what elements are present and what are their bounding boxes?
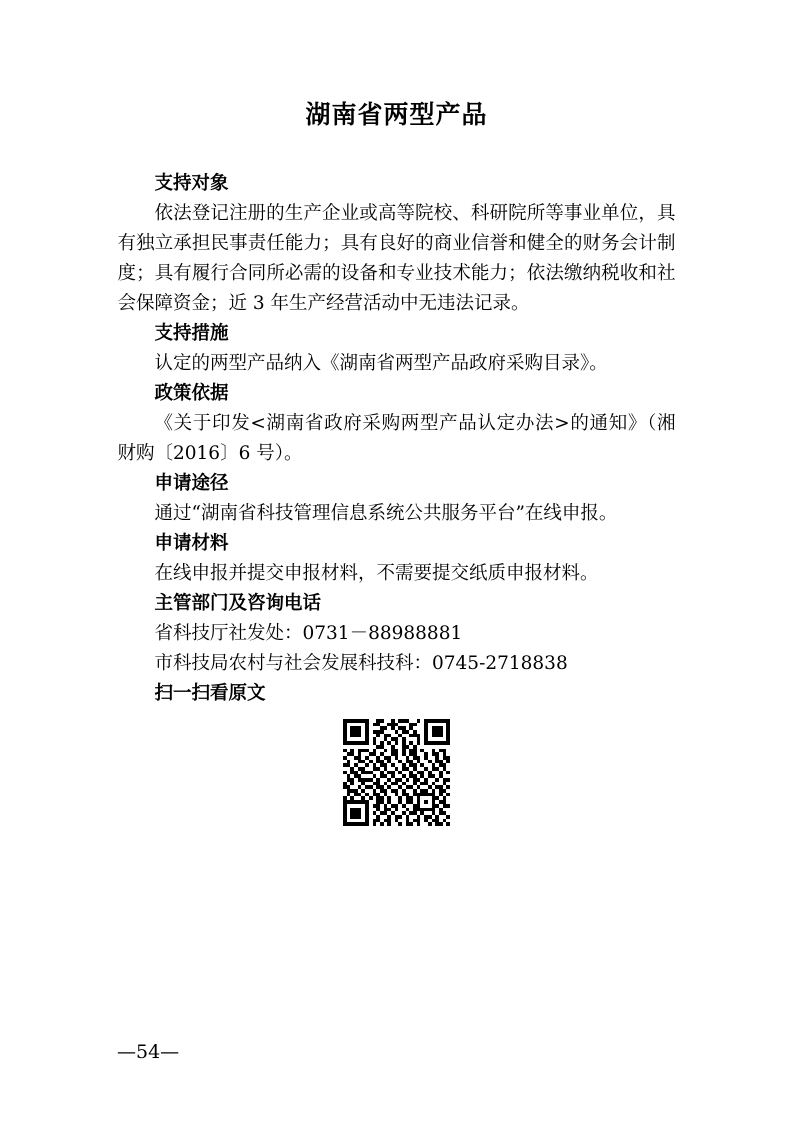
document-body	[118, 169, 676, 826]
section-heading-support-target: 支持对象	[154, 173, 229, 194]
paragraph-application-channel: 通过“湖南省科技管理信息系统公共服务平台”在线申报。	[154, 503, 618, 524]
qr-code-container	[118, 709, 676, 826]
page-title: 湖南省两型产品	[305, 100, 488, 129]
section-heading-application-channel: 申请途径	[154, 473, 229, 494]
page-number: —54—	[117, 1041, 180, 1063]
paragraph-support-measures: 认定的两型产品纳入《湖南省两型产品政府采购目录》。	[154, 353, 608, 374]
section-heading-scan-original: 扫一扫看原文	[154, 683, 266, 704]
section-heading-support-measures: 支持措施	[154, 323, 229, 344]
paragraph-city-contact: 市科技局农村与社会发展科技科：0745-2718838	[154, 653, 568, 674]
paragraph-support-target: 依法登记注册的生产企业或高等院校、科研院所等事业单位，具有独立承担民事责任能力；具有良好的商业信誉和健全的财务会计制度；具有履行合同所必需的设备和专业技术能力；依法缴纳税收和社会保障资金；近 3 年生产经营活动中无违法记录。	[117, 203, 676, 314]
paragraph-policy-basis: 《关于印发<湖南省政府采购两型产品认定办法>的通知》（湘财购〔2016〕6 号）。	[117, 413, 676, 464]
paragraph-application-materials: 在线申报并提交申报材料，不需要提交纸质申报材料。	[154, 563, 599, 584]
paragraph-provincial-contact: 省科技厅社发处：0731－88988881	[154, 623, 463, 644]
section-heading-application-materials: 申请材料	[154, 533, 229, 554]
section-heading-department-contacts: 主管部门及咨询电话	[154, 593, 322, 614]
section-heading-policy-basis: 政策依据	[154, 383, 229, 404]
qr-code	[343, 719, 450, 826]
